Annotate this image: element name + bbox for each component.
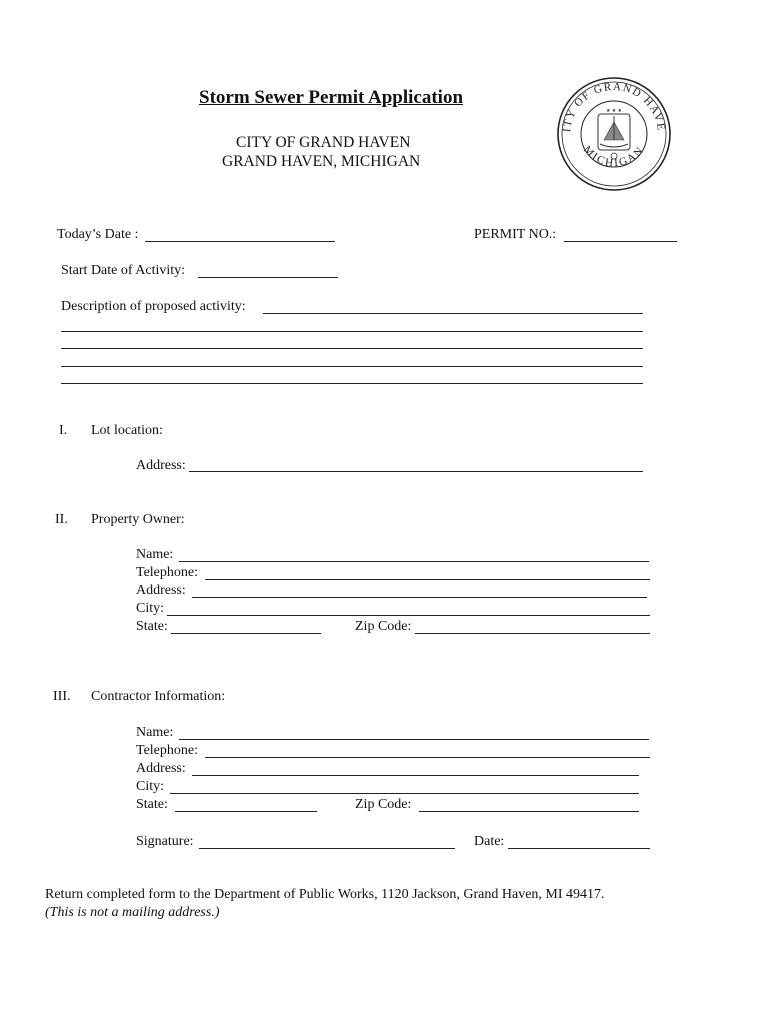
permit-no-label: PERMIT NO.: <box>474 227 557 242</box>
lot-address-input[interactable] <box>189 471 643 472</box>
description-line[interactable] <box>61 366 643 367</box>
start-date-input[interactable] <box>198 277 338 278</box>
description-label: Description of proposed activity: <box>61 299 246 314</box>
svg-text:CITY OF GRAND HAVEN <box>556 76 667 133</box>
owner-state-label: State: <box>136 619 168 634</box>
return-instructions: Return completed form to the Department of Public Works, 1120 Jackson, Grand Haven, MI 49417. <box>45 887 605 902</box>
owner-address-input[interactable] <box>192 597 647 598</box>
contractor-heading: Contractor Information: <box>91 689 226 704</box>
owner-city-label: City: <box>136 601 165 616</box>
description-line[interactable] <box>61 383 643 384</box>
signature-label: Signature: <box>136 834 194 849</box>
contractor-address-input[interactable] <box>192 775 639 776</box>
svg-text:MICHIGAN <box>581 144 647 170</box>
contractor-telephone-input[interactable] <box>205 757 650 758</box>
permit-no-input[interactable] <box>564 241 677 242</box>
owner-zip-input[interactable] <box>415 633 650 634</box>
section-numeral-lot: I. <box>59 423 68 438</box>
date-input[interactable] <box>508 848 650 849</box>
signature-input[interactable] <box>199 848 455 849</box>
contractor-zip-input[interactable] <box>419 811 639 812</box>
section-numeral-owner: II. <box>55 512 68 527</box>
date-label: Date: <box>474 834 505 849</box>
lot-address-label: Address: <box>136 458 186 473</box>
start-date-label: Start Date of Activity: <box>61 263 186 278</box>
city-heading: CITY OF GRAND HAVEN <box>236 134 411 151</box>
state-heading: GRAND HAVEN, MICHIGAN <box>222 153 421 170</box>
description-input[interactable] <box>263 313 643 314</box>
todays-date-label: Today’s Date : <box>57 227 139 242</box>
todays-date-input[interactable] <box>145 241 335 242</box>
svg-text:★ ★ ★: ★ ★ ★ <box>606 109 622 114</box>
contractor-city-label: City: <box>136 779 165 794</box>
contractor-state-input[interactable] <box>175 811 317 812</box>
lot-location-heading: Lot location: <box>91 423 163 438</box>
contractor-state-label: State: <box>136 797 168 812</box>
owner-name-input[interactable] <box>179 561 649 562</box>
owner-telephone-input[interactable] <box>205 579 650 580</box>
contractor-zip-label: Zip Code: <box>355 797 412 812</box>
contractor-address-label: Address: <box>136 761 186 776</box>
owner-address-label: Address: <box>136 583 186 598</box>
owner-telephone-label: Telephone: <box>136 565 198 580</box>
contractor-name-input[interactable] <box>179 739 649 740</box>
description-line[interactable] <box>61 348 643 349</box>
description-line[interactable] <box>61 331 643 332</box>
seal-top-text: ITY OF GRAND HAVE <box>560 80 668 133</box>
mailing-note: (This is not a mailing address.) <box>45 905 220 920</box>
owner-city-input[interactable] <box>167 615 650 616</box>
page-title: Storm Sewer Permit Application <box>199 87 464 108</box>
contractor-city-input[interactable] <box>170 793 639 794</box>
owner-zip-label: Zip Code: <box>355 619 412 634</box>
section-numeral-contractor: III. <box>53 689 71 704</box>
contractor-name-label: Name: <box>136 725 174 740</box>
city-seal-icon <box>556 76 672 192</box>
owner-name-label: Name: <box>136 547 174 562</box>
property-owner-heading: Property Owner: <box>91 512 185 527</box>
owner-state-input[interactable] <box>171 633 321 634</box>
seal-bottom-text: MICHIGAN <box>580 143 648 170</box>
contractor-telephone-label: Telephone: <box>136 743 198 758</box>
